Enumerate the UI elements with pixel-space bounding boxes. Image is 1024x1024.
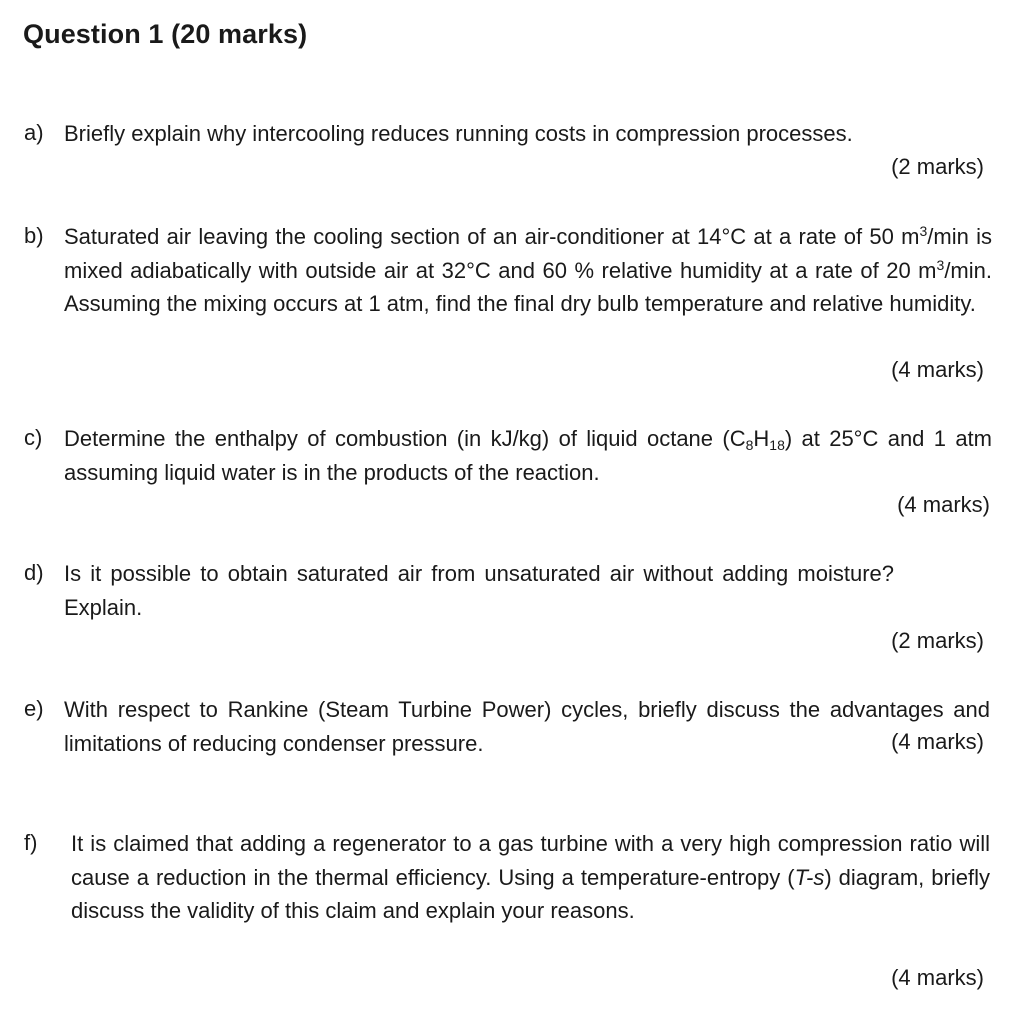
part-e-label: e) (24, 696, 44, 721)
part-e-marks: (4 marks) (891, 729, 984, 754)
part-c-sub-1: 8 (745, 437, 754, 453)
part-d-text: Is it possible to obtain saturated air from unsaturated air without adding moisture? Explain. (64, 561, 894, 620)
part-f-ts: T-s (794, 864, 825, 890)
part-f-text-2: ) diagram, briefly discuss the validity of this claim and explain your reasons. (71, 864, 990, 924)
part-c-marks: (4 marks) (897, 492, 990, 517)
part-b-sup-2: 3 (936, 256, 945, 273)
part-a-label: a) (24, 120, 44, 145)
question-title: Question 1 (20 marks) (23, 19, 308, 49)
part-d-marks: (2 marks) (891, 628, 984, 653)
part-b-text-3: /min. Assuming the mixing occurs at 1 atm, find the final dry bulb temperature and relative humidity. (64, 257, 992, 317)
part-d-label: d) (24, 560, 44, 585)
part-b-sup-1: 3 (919, 223, 928, 239)
part-b-label: b) (24, 223, 44, 248)
part-f-text-1: It is claimed that adding a regenerator to a gas turbine with a very high compression ratio will cause a reduction in the thermal efficiency. Using a temperature-entropy ( (71, 831, 990, 890)
part-b-marks: (4 marks) (891, 357, 984, 382)
part-c-text-2: H (753, 426, 770, 451)
part-a-marks: (2 marks) (891, 154, 984, 179)
part-b-text (64, 220, 992, 321)
part-f-marks: (4 marks) (891, 965, 984, 990)
part-e-text: With respect to Rankine (Steam Turbine Power) cycles, briefly discuss the advantages and limitations of reducing condenser pressure. (64, 697, 990, 756)
part-b-text-1: Saturated air leaving the cooling section of an air-conditioner at 14°C at a rate of 50 m (64, 224, 920, 249)
part-c-text (64, 422, 992, 489)
part-a-text: Briefly explain why intercooling reduces running costs in compression processes. (64, 121, 853, 146)
part-c-text-3: ) at 25°C and 1 atm assuming liquid water is in the products of the reaction. (64, 426, 992, 485)
part-c-label: c) (24, 425, 43, 450)
part-f-label: f) (24, 830, 38, 855)
part-c-sub-2: 18 (769, 437, 785, 453)
part-f-text (71, 827, 990, 928)
part-c-text-1: Determine the enthalpy of combustion (in kJ/kg) of liquid octane (C (64, 426, 746, 451)
part-b-text-2: /min is mixed adiabatically with outside air at 32°C and 60 % relative humidity at a rate of 20 m (64, 224, 992, 283)
